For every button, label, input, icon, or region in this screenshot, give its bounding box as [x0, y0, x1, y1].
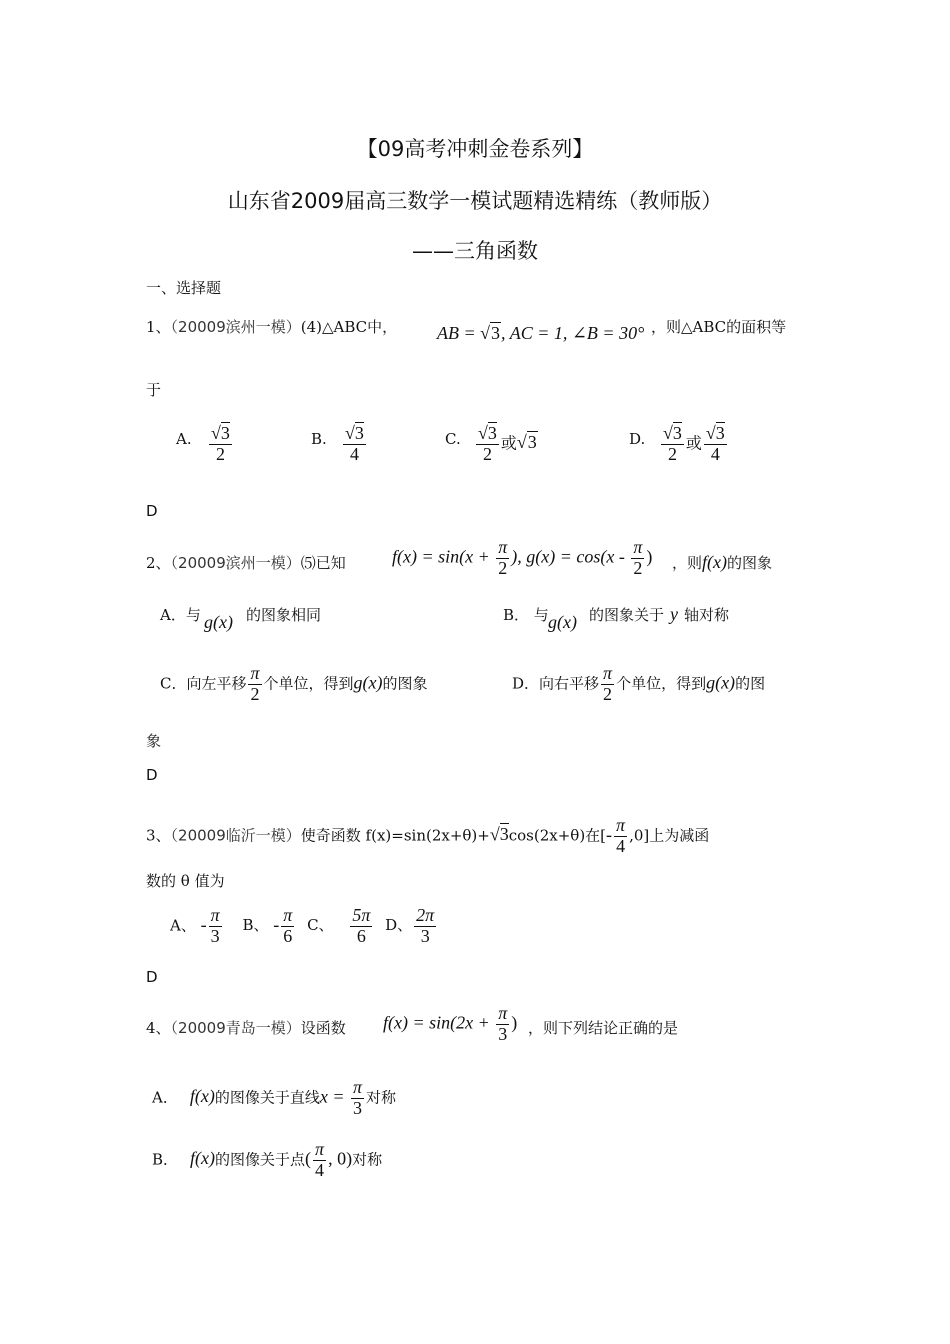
- radicand: 3: [672, 423, 682, 443]
- fraction: [661, 424, 684, 465]
- document-title: 【09高考冲刺金卷系列】: [356, 137, 594, 161]
- q1-condition-ab: AB =: [437, 323, 481, 343]
- option-label: C．向左平移: [160, 674, 247, 693]
- denominator: 2: [633, 557, 643, 578]
- section-heading: 一、选择题: [146, 279, 222, 297]
- numerator: 2π: [416, 905, 435, 925]
- question-number: 2、: [146, 554, 171, 572]
- fraction: [350, 906, 372, 947]
- text: 个单位，得到: [263, 674, 354, 693]
- option-label: C.: [445, 430, 461, 448]
- q1-answer: D: [146, 502, 158, 520]
- gx-symbol: g(x): [706, 672, 736, 693]
- minus-sign: -: [273, 914, 280, 935]
- denominator: 3: [210, 925, 220, 946]
- q1-option-a: [176, 430, 192, 448]
- text: 对称: [366, 1088, 397, 1107]
- q2-option-c: [160, 664, 428, 705]
- q2-g-definition: ), g(x) = cos(x -: [511, 546, 630, 567]
- text: 使奇函数 f(x)=sin(2x+θ)+: [300, 826, 490, 845]
- fraction: [414, 906, 436, 947]
- fraction: [351, 1078, 364, 1119]
- fraction: [601, 664, 614, 705]
- close-paren: , 0): [328, 1148, 353, 1169]
- numerator: π: [352, 1077, 363, 1097]
- numerator: π: [210, 905, 220, 925]
- denominator: 6: [283, 925, 293, 946]
- fraction: [313, 1140, 326, 1181]
- close-paren: ): [511, 1012, 518, 1033]
- question-source: （20009青岛一模）: [170, 1019, 301, 1037]
- fraction: [614, 816, 627, 857]
- q4-f-definition: f(x) = sin(2x +: [383, 1012, 495, 1033]
- q2-option-a-text: 的图象相同: [246, 606, 322, 624]
- fraction: [248, 664, 261, 705]
- numerator: π: [633, 537, 643, 557]
- fraction: [343, 424, 366, 465]
- q2-answer: D: [146, 766, 158, 784]
- document-subtitle: 山东省2009届高三数学一模试题精选精练（教师版）: [227, 189, 723, 213]
- fx-symbol: f(x): [702, 552, 727, 572]
- fraction: [496, 538, 509, 579]
- denominator: 2: [498, 557, 508, 578]
- q2-wrap: 象: [146, 732, 162, 750]
- or-word: 或: [685, 435, 702, 453]
- question-2: [146, 552, 346, 573]
- text: 个单位，得到: [616, 674, 707, 693]
- numerator: π: [498, 1003, 508, 1023]
- denominator: 2: [482, 443, 492, 464]
- denominator: 4: [349, 443, 359, 464]
- numerator: √3: [345, 423, 364, 443]
- question-number: 3、: [146, 826, 171, 845]
- fraction: [704, 424, 727, 465]
- option-label: A．与: [160, 606, 201, 624]
- document-topic: ——三角函数: [412, 239, 538, 263]
- fraction: [476, 424, 499, 465]
- radicand: 3: [715, 423, 725, 443]
- numerator: √3: [211, 423, 230, 443]
- text: 的图象: [727, 554, 773, 572]
- q1-option-c: [445, 430, 461, 448]
- radicand: 3: [499, 824, 509, 845]
- fraction: [631, 538, 644, 579]
- denominator: 2: [250, 683, 260, 704]
- q1-option-d-value: [659, 424, 729, 465]
- minus-sign: -: [606, 824, 613, 845]
- option-label: D．向右平移: [512, 674, 600, 693]
- q3-options: [170, 906, 438, 947]
- text: 设函数: [300, 1019, 346, 1037]
- q1-wrap: 于: [146, 381, 162, 399]
- question-prefix: (4)△ABC中，: [300, 318, 398, 336]
- fraction: [281, 906, 294, 947]
- q2-option-a: [160, 604, 201, 625]
- numerator: π: [498, 537, 508, 557]
- text: cos(2x+θ)在[: [508, 826, 607, 845]
- text: 的图象关于: [589, 606, 665, 624]
- q1-condition-radicand: 3: [491, 323, 501, 343]
- sqrt-symbol: √3: [516, 432, 537, 453]
- q2-suffix: [672, 552, 772, 573]
- denominator: 2: [215, 443, 225, 464]
- sqrt-symbol: √3: [489, 824, 509, 845]
- q2-option-d: [512, 664, 765, 705]
- question-source: （20009滨州一模）: [170, 318, 301, 336]
- option-label: B、: [242, 916, 269, 935]
- q2-f-definition: f(x) = sin(x +: [392, 546, 495, 567]
- sqrt-symbol: √3: [480, 323, 501, 343]
- denominator: 2: [603, 683, 613, 704]
- radicand: 3: [527, 432, 537, 453]
- numerator: π: [283, 905, 293, 925]
- text: ,0]上为减函: [629, 826, 710, 845]
- q1-suffix: ，则△ABC的面积等: [651, 318, 787, 336]
- text: 对称: [352, 1150, 383, 1169]
- text: 的图: [735, 674, 766, 693]
- fraction: [209, 424, 232, 465]
- q2-option-b: B． 与: [503, 606, 549, 624]
- radicand: 3: [487, 423, 497, 443]
- fx-symbol: f(x): [189, 1086, 215, 1107]
- numerator: π: [315, 1139, 325, 1159]
- denominator: 4: [710, 443, 720, 464]
- option-label: A．: [152, 1088, 178, 1107]
- numerator: 5π: [352, 905, 371, 925]
- fx-symbol: f(x): [190, 1148, 216, 1169]
- q3-wrap: 数的 θ 值为: [146, 872, 225, 890]
- option-label: D.: [629, 430, 646, 448]
- q4-option-b: [152, 1140, 382, 1181]
- q1-condition-rest: , AC = 1, ∠B = 30°: [501, 323, 645, 343]
- q2-option-b-gx: g(x): [548, 612, 577, 632]
- text: 的图像关于点: [215, 1150, 306, 1169]
- denominator: 3: [353, 1097, 362, 1118]
- radicand: 3: [354, 423, 364, 443]
- q2-definition: [392, 538, 652, 579]
- fraction: [209, 906, 222, 947]
- q4-definition: [383, 1004, 517, 1045]
- option-label: C、: [307, 916, 334, 935]
- minus-sign: -: [200, 914, 207, 935]
- q1-option-b: [311, 430, 327, 448]
- denominator: 3: [498, 1023, 508, 1044]
- or-word: 或: [500, 435, 517, 453]
- open-paren: (: [305, 1148, 312, 1169]
- q1-option-b-value: [341, 424, 368, 465]
- denominator: 4: [616, 835, 626, 856]
- numerator: π: [616, 815, 626, 835]
- q1-option-d: [629, 430, 645, 448]
- question-number: 4、: [146, 1019, 171, 1037]
- q2-option-a-gx: g(x): [204, 612, 233, 632]
- question-number: 1、: [146, 318, 171, 336]
- y-symbol: y: [670, 604, 679, 624]
- option-label: B.: [311, 430, 327, 448]
- option-label: B．: [152, 1150, 179, 1169]
- text: 的图像关于直线: [214, 1088, 320, 1107]
- denominator: 4: [315, 1159, 325, 1180]
- numerator: √3: [478, 423, 497, 443]
- question-source: （20009滨州一模）: [170, 554, 301, 572]
- radicand: 3: [220, 423, 230, 443]
- text: 轴对称: [684, 606, 730, 624]
- question-prefix: ⑸已知: [300, 554, 346, 572]
- gx-symbol: g(x): [353, 672, 383, 693]
- numerator: √3: [705, 423, 725, 443]
- numerator: π: [603, 663, 613, 683]
- text: ，则: [672, 554, 703, 572]
- denominator: 2: [667, 443, 677, 464]
- close-paren: ): [646, 546, 653, 567]
- q2-option-b-text: [589, 604, 729, 625]
- question-3: [146, 816, 709, 857]
- question-source: （20009临沂一模）: [170, 826, 301, 845]
- numerator: π: [250, 663, 260, 683]
- question-4: [146, 1017, 346, 1038]
- denominator: 3: [420, 925, 430, 946]
- q4-suffix: ，则下列结论正确的是: [528, 1019, 679, 1037]
- text: 的图象: [382, 674, 428, 693]
- q1-option-a-value: [207, 424, 234, 465]
- option-label: A、: [170, 916, 196, 935]
- q4-option-a: [152, 1078, 396, 1119]
- equation: x =: [319, 1086, 349, 1107]
- denominator: 6: [356, 925, 366, 946]
- q1-condition: [437, 323, 644, 344]
- q1-option-c-value: [474, 424, 538, 465]
- q3-answer: D: [146, 968, 158, 986]
- question-1: [146, 316, 397, 337]
- numerator: √3: [663, 423, 682, 443]
- option-label: D、: [385, 916, 413, 935]
- option-label: A.: [176, 430, 192, 448]
- fraction: [496, 1004, 509, 1045]
